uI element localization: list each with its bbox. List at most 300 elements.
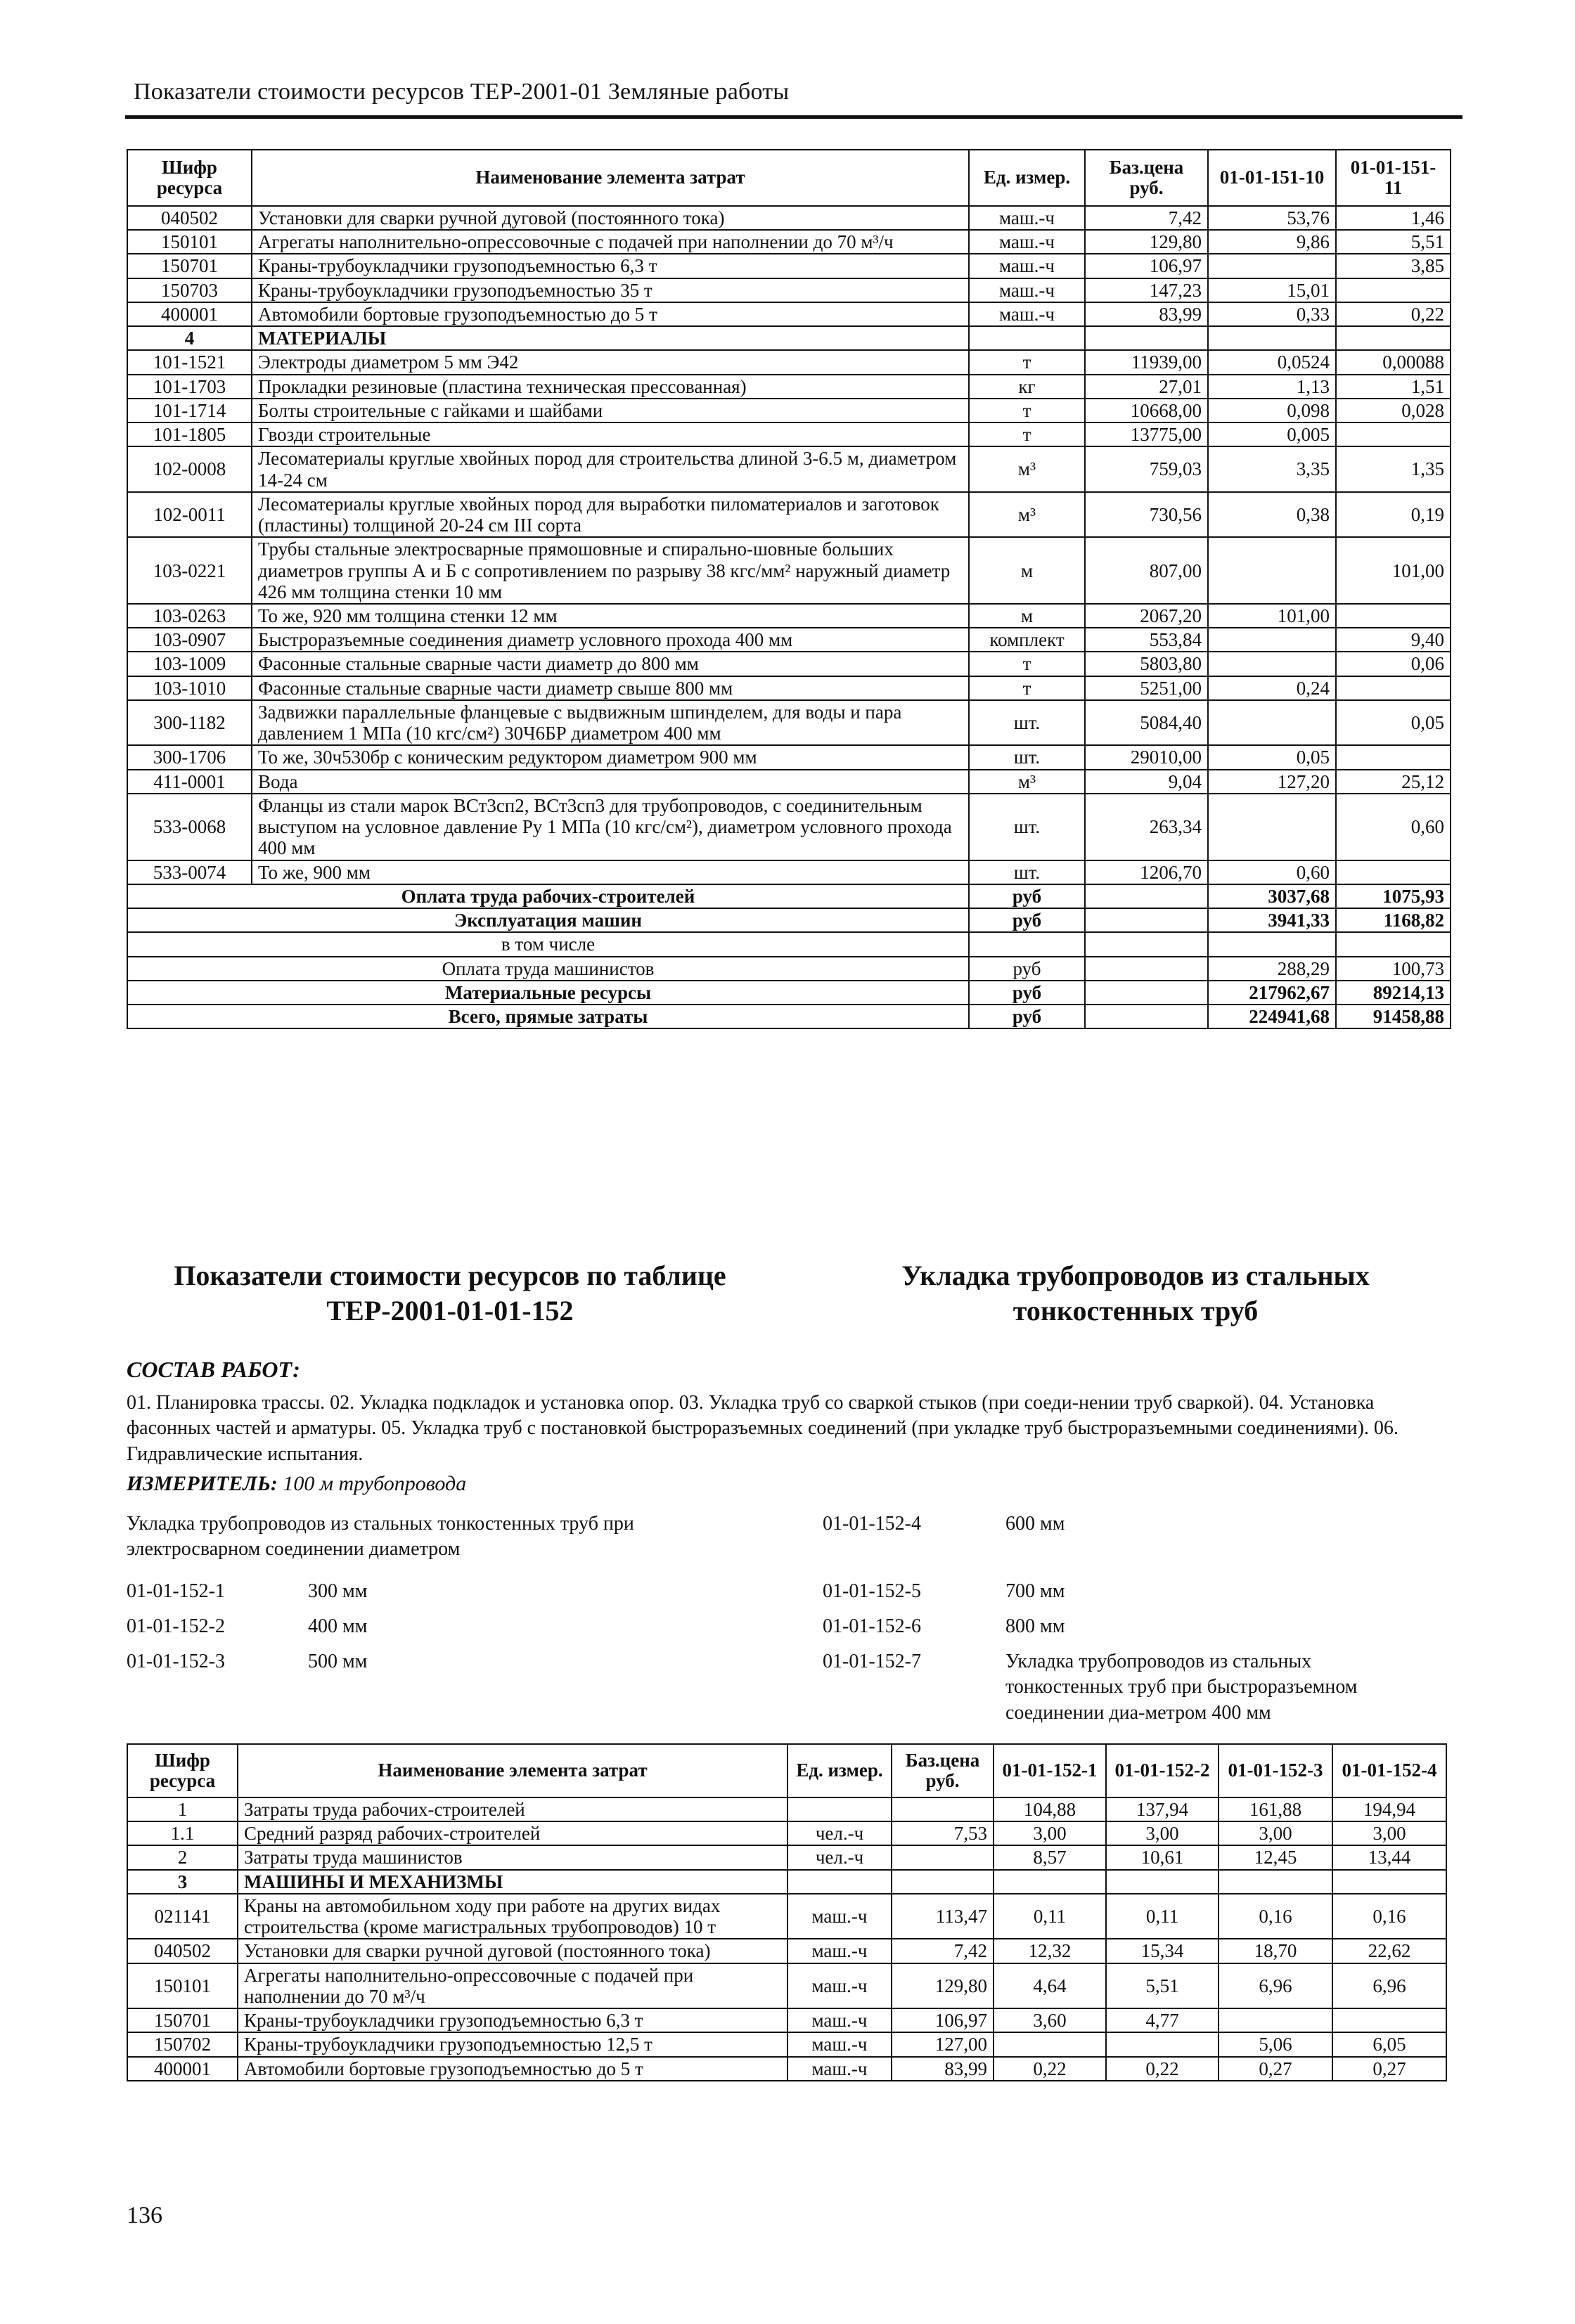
value-cell: 3,60 [994,2008,1106,2032]
variant-code: 01-01-152-4 [823,1513,921,1535]
section-subtitle: Укладка трубопроводов из стальных тонкостенных труб [901,1260,1370,1326]
value-cell: 0,27 [1219,2057,1332,2081]
resource-name-cell: Трубы стальные электросварные прямошовные и спирально-шовные больших диаметров группы А и Б с сопротивлением по разрыву 38 кгс/мм² наружный диаметр 426 мм толщина стенки 10 мм [252,537,969,604]
price-cell [1085,908,1208,932]
value-cell [1336,932,1451,956]
price-cell: 27,01 [1085,375,1208,399]
unit-cell: руб [969,908,1085,932]
resource-name-cell: Прокладки резиновые (пластина техническая прессованная) [252,375,969,399]
table-row [127,1939,1446,1963]
resource-name-cell: Задвижки параллельные фланцевые с выдвижным шпинделем, для воды и пара давлением 1 МПа (10 кгс/см²) 30Ч6БР диаметром 400 мм [252,700,969,745]
value-cell [1208,700,1336,745]
value-cell: 3,00 [1332,1821,1446,1845]
value-cell: 101,00 [1208,604,1336,628]
value-cell [1106,2032,1219,2056]
unit-cell: м³ [969,492,1085,537]
value-cell: 5,51 [1106,1963,1219,2008]
value-cell: 3941,33 [1208,908,1336,932]
resource-name-cell: МАТЕРИАЛЫ [252,326,969,350]
value-cell: 0,16 [1219,1894,1332,1939]
unit-cell: руб [969,1005,1085,1028]
value-cell [994,1870,1106,1894]
value-cell: 217962,67 [1208,981,1336,1005]
value-cell [1336,676,1451,700]
resource-name-cell: Краны-трубоукладчики грузоподъемностью 6,3 т [238,2008,788,2032]
variant-code: 01-01-152-5 [823,1580,921,1602]
resource-code-cell: 150701 [127,2008,238,2032]
value-cell [994,2032,1106,2056]
table-row [127,1894,1446,1939]
summary-label-cell: Эксплуатация машин [127,908,969,932]
value-cell: 0,22 [1106,2057,1219,2081]
resource-table-152 [127,1743,1447,2081]
summary-label-cell: Материальные ресурсы [127,981,969,1005]
value-cell: 1,51 [1336,375,1451,399]
table-row [127,628,1451,652]
value-cell: 0,19 [1336,492,1451,537]
col-header-unit: Ед. измер. [969,150,1085,206]
value-cell [1336,604,1451,628]
value-cell [1336,745,1451,769]
variant-value: 600 мм [1005,1513,1065,1535]
resource-code-cell: 150702 [127,2032,238,2056]
resource-code-cell: 3 [127,1870,238,1894]
unit-cell [788,1797,892,1821]
price-cell: 5084,40 [1085,700,1208,745]
resource-code-cell: 103-1009 [127,652,252,676]
price-cell: 553,84 [1085,628,1208,652]
unit-cell: чел.-ч [788,1845,892,1869]
table-row [127,350,1451,374]
resource-code-cell: 101-1805 [127,422,252,446]
summary-row [127,932,1451,956]
price-cell: 127,00 [892,2032,994,2056]
price-cell [1085,326,1208,350]
price-cell [892,1845,994,1869]
value-cell: 3,00 [994,1821,1106,1845]
value-cell: 3,00 [1219,1821,1332,1845]
value-cell [1219,2008,1332,2032]
unit-cell: маш.-ч [788,1939,892,1963]
table-row [127,745,1451,769]
summary-row [127,981,1451,1005]
variant-code: 01-01-152-1 [127,1580,225,1602]
unit-cell: шт. [969,794,1085,860]
resource-name-cell: Быстроразъемные соединения диаметр условного прохода 400 мм [252,628,969,652]
value-cell: 0,22 [994,2057,1106,2081]
value-cell: 25,12 [1336,770,1451,794]
resource-name-cell: Автомобили бортовые грузоподъемностью до 5 т [252,302,969,326]
price-cell [1085,957,1208,981]
price-cell: 83,99 [1085,302,1208,326]
value-cell: 161,88 [1219,1797,1332,1821]
resource-name-cell: Агрегаты наполнительно-опрессовочные с подачей при наполнении до 70 м³/ч [252,230,969,254]
value-cell: 0,11 [994,1894,1106,1939]
value-cell: 1,13 [1208,375,1336,399]
value-cell: 0,00088 [1336,350,1451,374]
price-cell: 83,99 [892,2057,994,2081]
variant-code: 01-01-152-6 [823,1615,921,1637]
resource-name-cell: МАШИНЫ И МЕХАНИЗМЫ [238,1870,788,1894]
works-label: СОСТАВ РАБОТ: [127,1357,300,1382]
value-cell: 8,57 [994,1845,1106,1869]
price-cell: 9,04 [1085,770,1208,794]
value-cell: 6,96 [1332,1963,1446,2008]
table-row [127,676,1451,700]
value-cell: 3,35 [1208,446,1336,491]
variant-value: 500 мм [308,1651,368,1672]
value-cell: 4,77 [1106,2008,1219,2032]
resource-code-cell: 300-1182 [127,700,252,745]
resource-name-cell: Болты строительные с гайками и шайбами [252,399,969,422]
value-cell [1208,537,1336,604]
resource-code-cell: 040502 [127,1939,238,1963]
price-cell: 7,42 [892,1939,994,1963]
resource-code-cell: 400001 [127,2057,238,2081]
value-cell: 5,51 [1336,230,1451,254]
col-header-variant: 01-01-151-10 [1208,150,1336,206]
value-cell [1208,794,1336,860]
value-cell: 0,098 [1208,399,1336,422]
table-row [127,278,1451,302]
table-row [127,700,1451,745]
price-cell: 5251,00 [1085,676,1208,700]
unit-cell: шт. [969,745,1085,769]
table-row [127,254,1451,278]
value-cell: 0,24 [1208,676,1336,700]
price-cell [892,1870,994,1894]
price-cell: 263,34 [1085,794,1208,860]
unit-cell [969,326,1085,350]
resource-code-cell: 533-0074 [127,860,252,884]
value-cell: 0,22 [1336,302,1451,326]
col-header-name: Наименование элемента затрат [252,150,969,206]
section-title: Показатели стоимости ресурсов по таблице ТЕР-2001-01-01-152 [174,1260,726,1326]
unit-cell: маш.-ч [788,1963,892,2008]
value-cell: 3,85 [1336,254,1451,278]
unit-cell: маш.-ч [788,1894,892,1939]
value-cell [1219,1870,1332,1894]
resource-code-cell: 101-1714 [127,399,252,422]
price-cell: 113,47 [892,1894,994,1939]
resource-code-cell: 2 [127,1845,238,1869]
table-row [127,1963,1446,2008]
value-cell: 4,64 [994,1963,1106,2008]
table-row [127,399,1451,422]
value-cell: 0,06 [1336,652,1451,676]
value-cell: 0,0524 [1208,350,1336,374]
resource-code-cell: 103-0221 [127,537,252,604]
resource-name-cell: Затраты труда машинистов [238,1845,788,1869]
unit-cell: руб [969,981,1085,1005]
summary-row [127,1005,1451,1028]
value-cell: 1168,82 [1336,908,1451,932]
resource-name-cell: То же, 920 мм толщина стенки 12 мм [252,604,969,628]
value-cell: 137,94 [1106,1797,1219,1821]
value-cell [1336,860,1451,884]
table-row [127,302,1451,326]
value-cell: 0,028 [1336,399,1451,422]
resource-name-cell: То же, 900 мм [252,860,969,884]
resource-code-cell: 103-0263 [127,604,252,628]
table-header-row [127,150,1451,206]
resource-code-cell: 103-0907 [127,628,252,652]
price-cell: 106,97 [1085,254,1208,278]
unit-cell: м [969,537,1085,604]
value-cell: 0,16 [1332,1894,1446,1939]
value-cell [1332,1870,1446,1894]
col-header-variant: 01-01-152-4 [1332,1744,1446,1797]
value-cell: 1075,93 [1336,884,1451,908]
value-cell: 89214,13 [1336,981,1451,1005]
unit-cell: комплект [969,628,1085,652]
variant-value: Укладка трубопроводов из стальных тонкостенных труб при быстроразъемном соединении диа-метром 400 мм [1005,1651,1358,1724]
resource-name-cell: То же, 30ч530бр с коническим редуктором диаметром 900 мм [252,745,969,769]
value-cell: 13,44 [1332,1845,1446,1869]
table-row [127,860,1451,884]
col-header-code: Шифр ресурса [127,150,252,206]
table-row [127,2057,1446,2081]
table-row [127,652,1451,676]
price-cell [1085,1005,1208,1028]
resource-code-cell: 101-1703 [127,375,252,399]
unit-cell: т [969,652,1085,676]
col-header-name: Наименование элемента затрат [238,1744,788,1797]
summary-row [127,884,1451,908]
value-cell: 0,05 [1208,745,1336,769]
unit-cell [969,932,1085,956]
resource-code-cell: 411-0001 [127,770,252,794]
col-header-price: Баз.цена руб. [892,1744,994,1797]
value-cell: 0,38 [1208,492,1336,537]
meter-line [127,1472,466,1496]
value-cell [1336,326,1451,350]
resource-code-cell: 150701 [127,254,252,278]
value-cell: 9,86 [1208,230,1336,254]
works-text: 01. Планировка трассы. 02. Укладка подкладок и установка опор. 03. Укладка труб со сваркой стыков (при соеди-нении труб сваркой). 04. Установка фасонных частей и арматуры. 05. Укладка труб с постановкой быстроразъемных соединений (при укладке труб быстроразъемными соединениями). 06. Гидравлические испытания. [127,1392,1399,1465]
value-cell: 0,27 [1332,2057,1446,2081]
table-row [127,1797,1446,1821]
variant-code: 01-01-152-7 [823,1651,921,1672]
variant-value: 300 мм [308,1580,368,1602]
table-row [127,492,1451,537]
value-cell: 6,96 [1219,1963,1332,2008]
value-cell: 10,61 [1106,1845,1219,1869]
value-cell: 194,94 [1332,1797,1446,1821]
col-header-variant: 01-01-152-1 [994,1744,1106,1797]
resource-name-cell: Лесоматериалы круглые хвойных пород для выработки пиломатериалов и заготовок (пластины) толщиной 20-24 см III сорта [252,492,969,537]
resource-name-cell: Краны-трубоукладчики грузоподъемностью 12,5 т [238,2032,788,2056]
resource-table-151 [127,149,1451,1029]
unit-cell: т [969,676,1085,700]
resource-name-cell: Средний разряд рабочих-строителей [238,1821,788,1845]
unit-cell [788,1870,892,1894]
unit-cell: маш.-ч [969,254,1085,278]
summary-label-cell: Оплата труда машинистов [127,957,969,981]
resource-name-cell: Установки для сварки ручной дуговой (постоянного тока) [238,1939,788,1963]
resource-code-cell: 021141 [127,1894,238,1939]
resource-name-cell: Установки для сварки ручной дуговой (постоянного тока) [252,206,969,230]
variant-value: 700 мм [1005,1580,1065,1602]
table-row [127,2008,1446,2032]
table-row [127,375,1451,399]
variant-value: 800 мм [1005,1615,1065,1637]
table-row [127,604,1451,628]
value-cell [1208,652,1336,676]
value-cell: 1,46 [1336,206,1451,230]
resource-name-cell: Фасонные стальные сварные части диаметр до 800 мм [252,652,969,676]
unit-cell: шт. [969,700,1085,745]
value-cell: 18,70 [1219,1939,1332,1963]
table-row [127,770,1451,794]
value-cell: 0,60 [1208,860,1336,884]
resource-name-cell: Краны-трубоукладчики грузоподъемностью 6,3 т [252,254,969,278]
price-cell: 29010,00 [1085,745,1208,769]
resource-code-cell: 150101 [127,230,252,254]
unit-cell: м³ [969,446,1085,491]
price-cell: 11939,00 [1085,350,1208,374]
col-header-variant: 01-01-152-2 [1106,1744,1219,1797]
summary-label-cell: Оплата труда рабочих-строителей [127,884,969,908]
table-row [127,1821,1446,1845]
unit-cell: маш.-ч [969,230,1085,254]
value-cell: 0,005 [1208,422,1336,446]
summary-label-cell: в том числе [127,932,969,956]
unit-cell: т [969,422,1085,446]
unit-cell: маш.-ч [788,2057,892,2081]
value-cell: 0,33 [1208,302,1336,326]
resource-name-cell: Краны-трубоукладчики грузоподъемностью 35 т [252,278,969,302]
value-cell: 100,73 [1336,957,1451,981]
value-cell: 12,32 [994,1939,1106,1963]
summary-row [127,957,1451,981]
variants-intro: Укладка трубопроводов из стальных тонкостенных труб при электросварном соединении диаметром [127,1513,634,1561]
summary-label-cell: Всего, прямые затраты [127,1005,969,1028]
summary-row [127,908,1451,932]
table-row [127,446,1451,491]
price-cell: 7,53 [892,1821,994,1845]
unit-cell: шт. [969,860,1085,884]
unit-cell: руб [969,884,1085,908]
unit-cell: руб [969,957,1085,981]
meter-value: 100 м трубопровода [283,1472,467,1495]
value-cell: 0,11 [1106,1894,1219,1939]
table-row [127,2032,1446,2056]
value-cell: 288,29 [1208,957,1336,981]
resource-name-cell: Лесоматериалы круглые хвойных пород для строительства длиной 3-6.5 м, диаметром 14-24 см [252,446,969,491]
col-header-variant: 01-01-152-3 [1219,1744,1332,1797]
price-cell: 807,00 [1085,537,1208,604]
value-cell: 3037,68 [1208,884,1336,908]
value-cell: 104,88 [994,1797,1106,1821]
unit-cell: чел.-ч [788,1821,892,1845]
meter-label: ИЗМЕРИТЕЛЬ: [127,1472,278,1495]
resource-name-cell: Затраты труда рабочих-строителей [238,1797,788,1821]
col-header-unit: Ед. измер. [788,1744,892,1797]
table-row [127,230,1451,254]
value-cell: 224941,68 [1208,1005,1336,1028]
table-row [127,422,1451,446]
section-row [127,326,1451,350]
value-cell [1208,932,1336,956]
price-cell [1085,932,1208,956]
value-cell: 6,05 [1332,2032,1446,2056]
value-cell: 5,06 [1219,2032,1332,2056]
col-header-price: Баз.цена руб. [1085,150,1208,206]
value-cell: 9,40 [1336,628,1451,652]
unit-cell: маш.-ч [969,302,1085,326]
resource-name-cell: Фасонные стальные сварные части диаметр свыше 800 мм [252,676,969,700]
resource-name-cell: Гвозди строительные [252,422,969,446]
resource-code-cell: 102-0011 [127,492,252,537]
value-cell: 3,00 [1106,1821,1219,1845]
resource-name-cell: Фланцы из стали марок ВСт3сп2, ВСт3сп3 для трубопроводов, с соединительным выступом на условное давление Ру 1 МПа (10 кгс/см²), диаметром условного прохода 400 мм [252,794,969,860]
value-cell [1106,1870,1219,1894]
table-row [127,206,1451,230]
price-cell: 106,97 [892,2008,994,2032]
table-row [127,1845,1446,1869]
price-cell: 129,80 [892,1963,994,2008]
resource-code-cell: 150703 [127,278,252,302]
resource-name-cell: Краны на автомобильном ходу при работе на других видах строительства (кроме магистральных трубопроводов) 10 т [238,1894,788,1939]
price-cell: 5803,80 [1085,652,1208,676]
resource-code-cell: 400001 [127,302,252,326]
unit-cell: кг [969,375,1085,399]
value-cell: 1,35 [1336,446,1451,491]
value-cell [1208,254,1336,278]
price-cell: 10668,00 [1085,399,1208,422]
value-cell: 15,01 [1208,278,1336,302]
resource-code-cell: 040502 [127,206,252,230]
resource-name-cell: Агрегаты наполнительно-опрессовочные с подачей при наполнении до 70 м³/ч [238,1963,788,2008]
unit-cell: м³ [969,770,1085,794]
price-cell [1085,884,1208,908]
value-cell: 91458,88 [1336,1005,1451,1028]
resource-code-cell: 102-0008 [127,446,252,491]
value-cell: 0,60 [1336,794,1451,860]
value-cell: 22,62 [1332,1939,1446,1963]
value-cell: 15,34 [1106,1939,1219,1963]
unit-cell: т [969,399,1085,422]
resource-code-cell: 4 [127,326,252,350]
variant-code: 01-01-152-3 [127,1651,225,1672]
resource-code-cell: 533-0068 [127,794,252,860]
value-cell [1336,422,1451,446]
unit-cell: маш.-ч [969,278,1085,302]
table-row [127,794,1451,860]
page-number: 136 [127,2202,162,2228]
col-header-variant: 01-01-151-11 [1336,150,1451,206]
price-cell: 7,42 [1085,206,1208,230]
value-cell: 53,76 [1208,206,1336,230]
price-cell: 13775,00 [1085,422,1208,446]
value-cell: 12,45 [1219,1845,1332,1869]
price-cell: 147,23 [1085,278,1208,302]
value-cell: 0,05 [1336,700,1451,745]
resource-code-cell: 1.1 [127,1821,238,1845]
unit-cell: маш.-ч [969,206,1085,230]
resource-code-cell: 150101 [127,1963,238,2008]
resource-code-cell: 103-1010 [127,676,252,700]
value-cell [1208,326,1336,350]
resource-code-cell: 300-1706 [127,745,252,769]
price-cell [892,1797,994,1821]
value-cell [1332,2008,1446,2032]
value-cell [1208,628,1336,652]
resource-name-cell: Вода [252,770,969,794]
unit-cell: маш.-ч [788,2008,892,2032]
unit-cell: м [969,604,1085,628]
